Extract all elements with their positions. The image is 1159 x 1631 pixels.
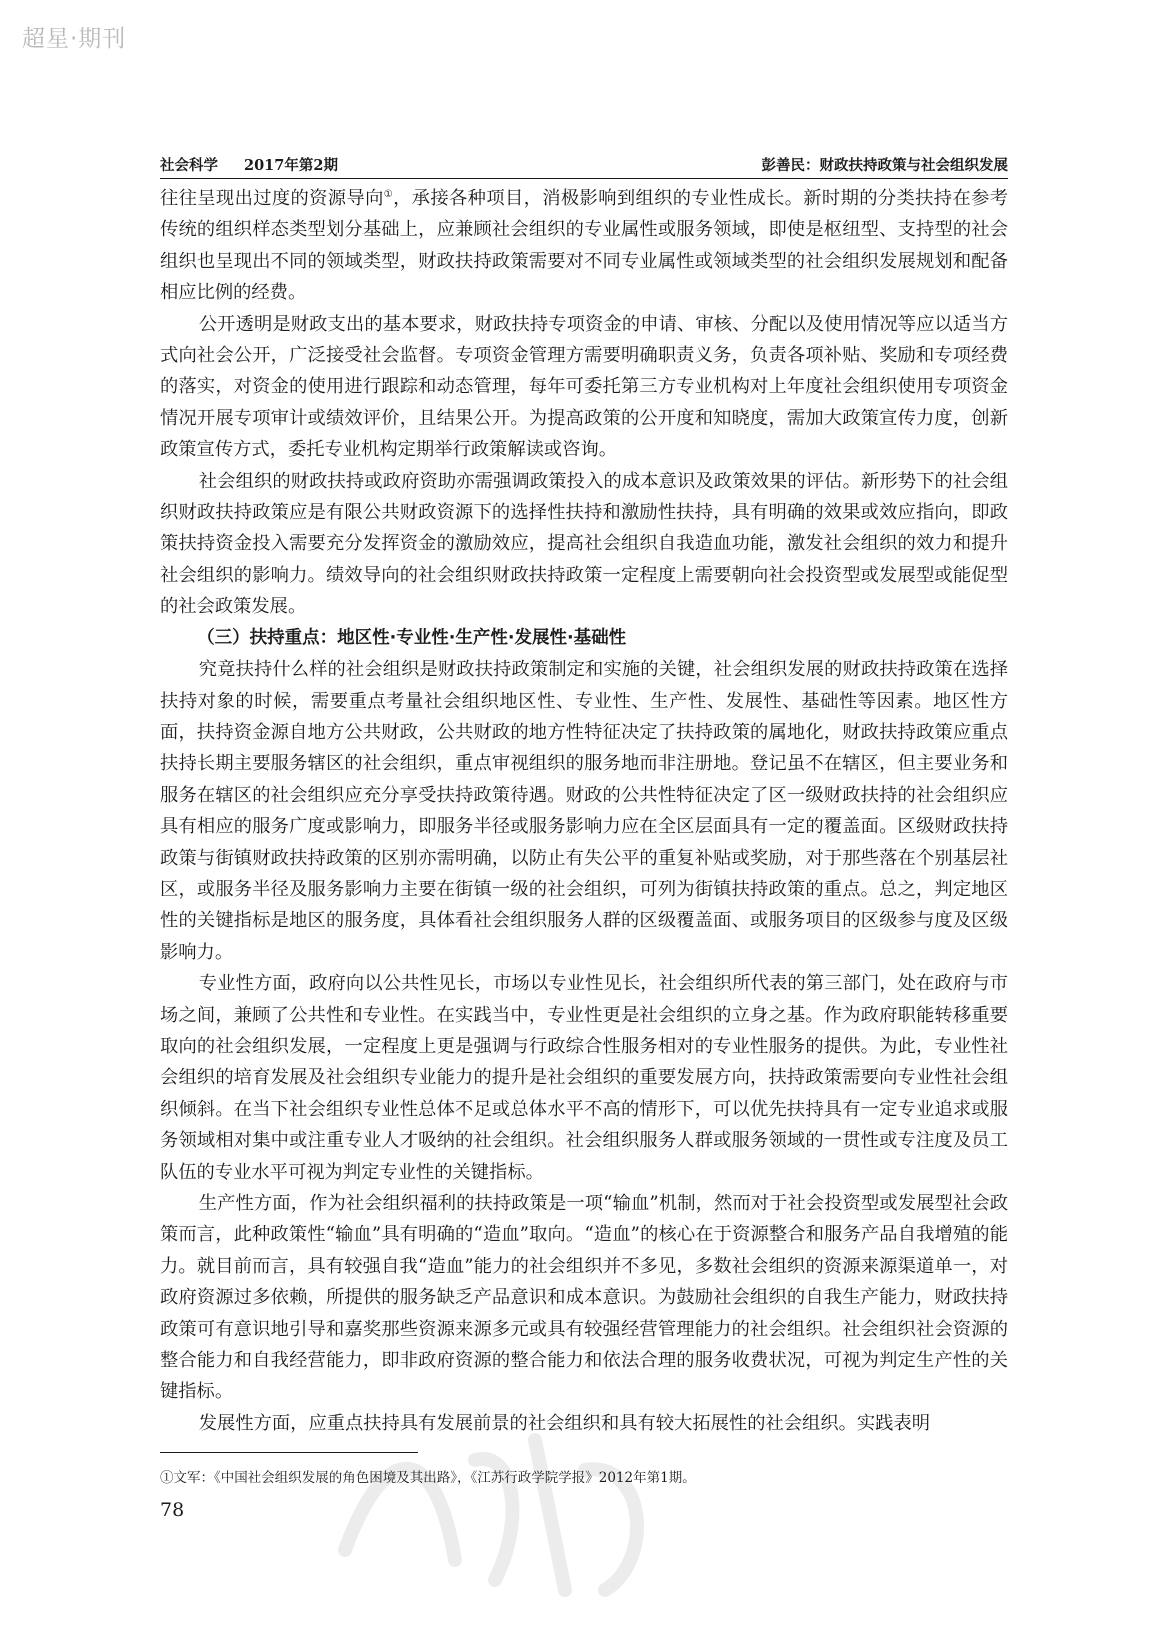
watermark-logo: 超星·期刊 bbox=[22, 26, 127, 52]
paragraph-1-text-b: ，承接各种项目，消极影响到组织的专业性成长。新时期的分类扶持在参考传统的组织样态类型划分基础上，应兼顾社会组织的专业属性或服务领域，即使是枢纽型、支持型的社会组织也呈现出不同的领域类型，财政扶持政策需要对不同专业属性或领域类型的社会组织发展规划和配备相应比例的经费。 bbox=[160, 188, 1009, 304]
paragraph-1 bbox=[160, 183, 1008, 309]
background-watermark-icon bbox=[325, 1400, 685, 1620]
paragraph-7: 发展性方面，应重点扶持具有发展前景的社会组织和具有较大拓展性的社会组织。实践表明 bbox=[198, 1412, 931, 1434]
paragraph-2: 公开透明是财政支出的基本要求，财政扶持专项资金的申请、审核、分配以及使用情况等应以适当方式向社会公开，广泛接受社会监督。专项资金管理方需要明确职责义务，负责各项补贴、奖励和专项经费的落实，对资金的使用进行跟踪和动态管理，每年可委托第三方专业机构对上年度社会组织使用专项资金情况开展专项审计或绩效评价，且结果公开。为提高政策的公开度和知晓度，需加大政策宣传力度，创新政策宣传方式，委托专业机构定期举行政策解读或咨询。 bbox=[160, 313, 1008, 461]
footnote-divider bbox=[160, 1452, 418, 1453]
journal-name: 社会科学 bbox=[160, 157, 218, 174]
article-title-header: 彭善民：财政扶持政策与社会组织发展 bbox=[761, 157, 1008, 174]
paragraph-3: 社会组织的财政扶持或政府资助亦需强调政策投入的成本意识及政策效果的评估。新形势下的社会组织财政扶持政策应是有限公共财政资源下的选择性扶持和激励性扶持，具有明确的效果或效应指向，即政策扶持资金投入需要充分发挥资金的激励效应，提高社会组织自我造血功能，激发社会组织的效力和提升社会组织的影响力。绩效导向的社会组织财政扶持政策一定程度上需要朝向社会投资型或发展型或能促型的社会政策发展。 bbox=[160, 470, 1008, 618]
page-number: 78 bbox=[160, 1499, 185, 1521]
paragraph-4: 究竟扶持什么样的社会组织是财政扶持政策制定和实施的关键，社会组织发展的财政扶持政策在选择扶持对象的时候，需要重点考量社会组织地区性、专业性、生产性、发展性、基础性等因素。地区性方面，扶持资金源自地方公共财政，公共财政的地方性特征决定了扶持政策的属地化，财政扶持政策应重点扶持长期主要服务辖区的社会组织，重点审视组织的服务地而非注册地。登记虽不在辖区，但主要业务和服务在辖区的社会组织应充分享受扶持政策待遇。财政的公共性特征决定了区一级财政扶持的社会组织应具有相应的服务广度或影响力，即服务半径或服务影响力应在全区层面具有一定的覆盖面。区级财政扶持政策与街镇财政扶持政策的区别亦需明确，以防止有失公平的重复补贴或奖励，对于那些落在个别基层社区，或服务半径及服务影响力主要在街镇一级的社会组织，可列为街镇扶持政策的重点。总之，判定地区性的关键指标是地区的服务度，具体看社会组织服务人群的区级覆盖面、或服务项目的区级参与度及区级影响力。 bbox=[160, 659, 1008, 963]
footnote-reference[interactable]: ① bbox=[383, 188, 394, 200]
paragraph-6: 生产性方面，作为社会组织福利的扶持政策是一项“输血”机制，然而对于社会投资型或发展型社会政策而言，此种政策性“输血”具有明确的“造血”取向。“造血”的核心在于资源整合和服务产品自我增殖的能力。就目前而言，具有较强自我“造血”能力的社会组织并不多见，多数社会组织的资源来源渠道单一，对政府资源过多依赖，所提供的服务缺乏产品意识和成本意识。为鼓励社会组织的自我生产能力，财政扶持政策可有意识地引导和嘉奖那些资源来源多元或具有较强经营管理能力的社会组织。社会组织社会资源的整合能力和自我经营能力，即非政府资源的整合能力和依法合理的服务收费状况，可视为判定生产性的关键指标。 bbox=[160, 1193, 1008, 1403]
footnote: ①文军：《中国社会组织发展的角色困境及其出路》，《江苏行政学院学报》2012年第1期。 bbox=[160, 1470, 696, 1486]
article-body bbox=[160, 183, 1008, 1439]
running-header bbox=[160, 152, 1008, 179]
running-header-left bbox=[160, 154, 338, 175]
paragraph-5: 专业性方面，政府向以公共性见长，市场以专业性见长，社会组织所代表的第三部门，处在政府与市场之间，兼顾了公共性和专业性。在实践当中，专业性更是社会组织的立身之基。作为政府职能转移重要取向的社会组织发展，一定程度上更是强调与行政综合性服务相对的专业性服务的提供。为此，专业性社会组织的培育发展及社会组织专业能力的提升是社会组织的重要发展方向，扶持政策需要向专业性社会组织倾斜。在当下社会组织专业性总体不足或总体水平不高的情形下，可以优先扶持具有一定专业追求或服务领域相对集中或注重专业人才吸纳的社会组织。社会组织服务人群或服务领域的一贯性或专注度及员工队伍的专业水平可视为判定专业性的关键指标。 bbox=[160, 973, 1008, 1183]
section-subheading: （三）扶持重点：地区性·专业性·生产性·发展性·基础性 bbox=[197, 627, 627, 648]
issue-label: 2017年第2期 bbox=[244, 157, 338, 174]
paragraph-1-text-a: 往往呈现出过度的资源导向 bbox=[160, 188, 384, 209]
